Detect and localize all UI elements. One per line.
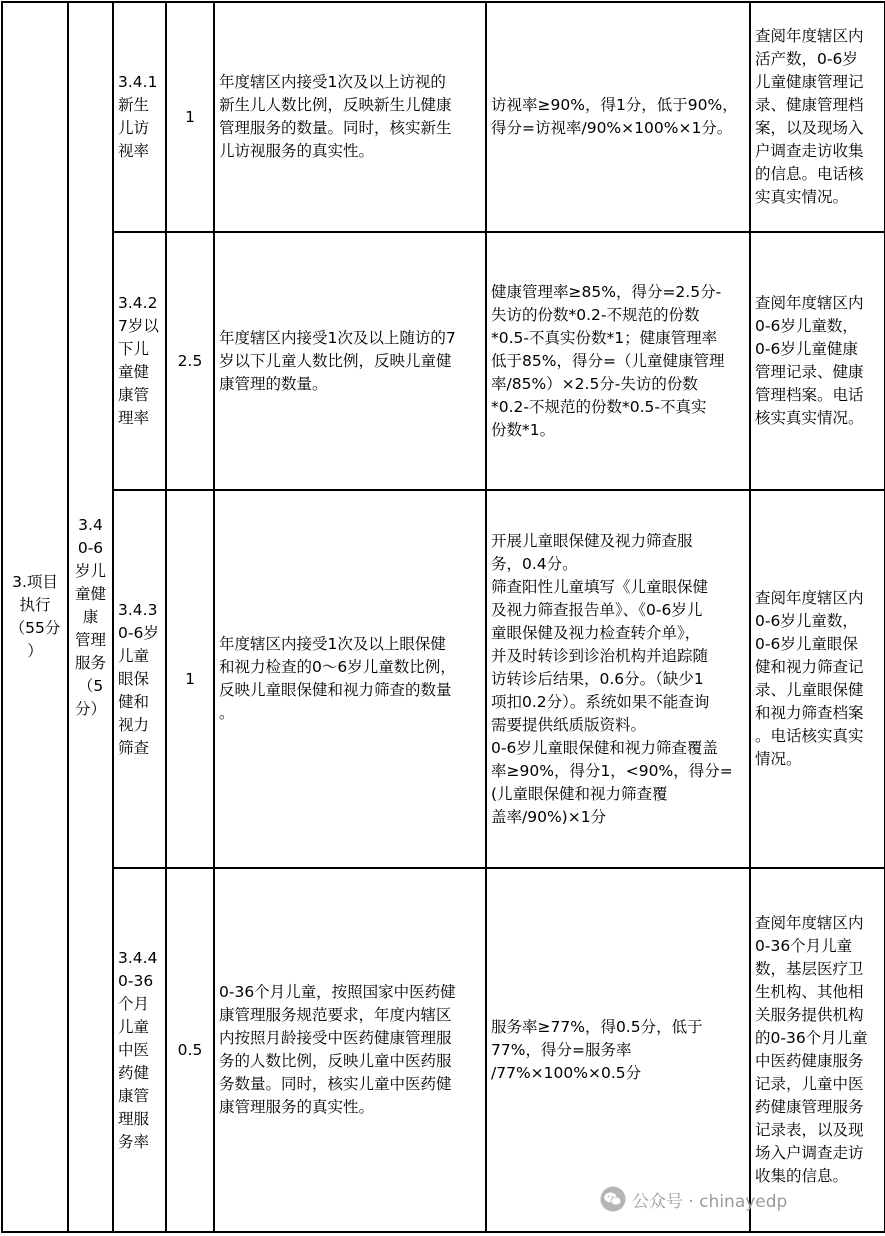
text-line: 率≥90%，得分1，<90%，得分= <box>491 761 733 780</box>
wechat-icon <box>600 1186 626 1212</box>
text-line: 。电话核实真实 <box>755 727 864 745</box>
text-line: 3.4.3 <box>118 600 158 619</box>
method-cell <box>750 868 885 1232</box>
text-line: 反映儿童眼保健和视力筛查的数量 <box>219 681 452 699</box>
text-line: 3.4.4 <box>118 948 158 967</box>
text-line: 和视力检查的0～6岁儿童数比例， <box>219 658 456 676</box>
text-line: 康管理服务规范要求，年度内辖区 <box>219 1006 452 1024</box>
text-line: 新生 <box>118 96 150 114</box>
text-line: 户调查走访收集 <box>755 142 864 160</box>
text-line: 理服 <box>118 1109 150 1128</box>
score-cell: 2.5 <box>166 232 214 490</box>
text-line: 的0-36个月儿童 <box>755 1029 868 1047</box>
text-line: 和视力筛查档案 <box>755 704 864 722</box>
text-line: 0-6岁儿童眼保 <box>755 635 858 653</box>
text-line: 录、儿童眼保健 <box>755 681 864 699</box>
text-line: 分） <box>74 699 106 718</box>
description-cell <box>214 232 486 490</box>
criteria-cell <box>486 2 750 232</box>
text-line: 访转诊后结果，0.6分。（缺少1 <box>491 669 704 688</box>
text-line: 务的人数比例，反映儿童中医药服 <box>219 1052 452 1070</box>
text-line: 查阅年度辖区内 <box>755 914 864 932</box>
text-line: 率/85%）×2.5分-失访的份数 <box>491 374 698 393</box>
text-line: 0-6岁儿童数， <box>755 317 858 335</box>
text-line: 童健 <box>118 363 150 381</box>
text-line: 筛查 <box>118 738 150 757</box>
text-line: /77%×100%×0.5分 <box>491 1063 642 1082</box>
text-line: 及视力筛查报告单》、《0-6岁儿 <box>491 600 703 619</box>
text-line: 服务 <box>74 653 106 672</box>
text-line: 岁儿 <box>74 561 106 580</box>
text-line: 理率 <box>118 409 150 427</box>
method-cell <box>750 2 885 232</box>
indicator-cell <box>113 868 166 1232</box>
text-line: 盖率/90%)×1分 <box>491 807 607 826</box>
text-line: 0-36个月儿童，按照国家中医药健 <box>219 983 456 1001</box>
text-line: 新生儿人数比例，反映新生儿健康 <box>219 96 452 114</box>
text-line: 眼保 <box>118 669 150 688</box>
text-line: 场入户调查走访 <box>755 1144 864 1162</box>
text-line: （5 <box>77 676 104 695</box>
text-line: 康管理服务的真实性。 <box>219 1098 375 1116</box>
subcategory-cell <box>68 2 113 1232</box>
text-line: 药健 <box>118 1063 150 1082</box>
text-line: 0-6岁儿童健康 <box>755 340 858 358</box>
text-line: 数，基层医疗卫 <box>755 960 864 978</box>
text-line: 录、健康管理档 <box>755 96 864 114</box>
assessment-table <box>1 1 885 1233</box>
text-line: 记录表，以及现 <box>755 1121 864 1139</box>
text-line: 3.4.1 <box>118 73 158 91</box>
text-line: 健康管理率≥85%，得分=2.5分- <box>491 282 722 301</box>
text-line: 生机构、其他相 <box>755 983 864 1001</box>
text-line: 务数量。同时，核实儿童中医药健 <box>219 1075 452 1093</box>
watermark-text: 公众号 · chinayedp <box>632 1191 788 1212</box>
text-line: 并及时转诊到诊治机构并追踪随 <box>491 646 709 665</box>
table-row <box>2 232 885 490</box>
text-line: 关服务提供机构 <box>755 1006 864 1024</box>
text-line: 管理服务的数量。同时，核实新生 <box>219 119 452 137</box>
text-line: 药健康管理服务 <box>755 1098 864 1116</box>
text-line: 77%，得分=服务率 <box>491 1040 632 1059</box>
text-line: 管理档案。电话 <box>755 386 864 404</box>
text-line: 儿访 <box>118 119 150 137</box>
text-line: 康管 <box>118 1086 150 1105</box>
text-line: 查阅年度辖区内 <box>755 294 864 312</box>
text-line: 查阅年度辖区内 <box>755 589 864 607</box>
text-line: 情况。 <box>755 750 802 768</box>
text-line: 年度辖区内接受1次及以上访视的 <box>219 73 446 91</box>
text-line: （55分 <box>9 619 61 637</box>
text-line: 健和 <box>118 692 150 711</box>
text-line: *0.5-不真实份数*1；健康管理率 <box>491 328 718 347</box>
text-line: 实真实情况。 <box>755 188 849 206</box>
text-line: 。 <box>219 704 235 722</box>
text-line: 失访的份数*0.2-不规范的份数 <box>491 305 700 324</box>
text-line: (儿童眼保健和视力筛查覆 <box>491 784 668 803</box>
text-line: 儿访视服务的真实性。 <box>219 142 375 160</box>
text-line: 3.项目 <box>12 573 58 591</box>
indicator-cell <box>113 232 166 490</box>
text-line: 的信息。电话核 <box>755 165 864 183</box>
criteria-cell <box>486 490 750 868</box>
text-line: 下儿 <box>118 340 150 358</box>
watermark <box>600 1183 787 1215</box>
text-line: 0-6岁儿童数， <box>755 612 858 630</box>
text-line: 0-6岁 <box>118 623 159 642</box>
score-cell: 0.5 <box>166 868 214 1232</box>
method-cell <box>750 232 885 490</box>
text-line: 执行 <box>19 596 51 614</box>
text-line: 视率 <box>118 142 150 160</box>
text-line: 0-6岁儿童眼保健和视力筛查覆盖 <box>491 738 718 757</box>
text-line: 份数*1。 <box>491 420 556 439</box>
text-line: 健和视力筛查记 <box>755 658 864 676</box>
text-line: 核实真实情况。 <box>755 409 864 427</box>
text-line: 项扣0.2分）。系统如果不能查询 <box>491 692 710 711</box>
description-cell <box>214 2 486 232</box>
text-line: 岁以下儿童人数比例，反映儿童健 <box>219 351 452 370</box>
text-line: ） <box>27 642 43 660</box>
text-line: 3.4 <box>78 515 103 534</box>
text-line: 中医药健康服务 <box>755 1052 864 1070</box>
text-line: 筛查阳性儿童填写《儿童眼保健 <box>491 577 709 596</box>
method-cell <box>750 490 885 868</box>
score-cell: 1 <box>166 2 214 232</box>
text-line: 收集的信息。 <box>755 1167 849 1185</box>
text-line: 视力 <box>118 715 150 734</box>
text-line: 访视率≥90%，得1分，低于90%， <box>491 96 738 114</box>
category-cell <box>2 2 68 1232</box>
text-line: 年度辖区内接受1次及以上眼保健 <box>219 635 446 653</box>
text-line: 0-36 <box>118 971 154 990</box>
text-line: 康管理的数量。 <box>219 374 328 393</box>
text-line: 得分=访视率/90%×100%×1分。 <box>491 119 733 137</box>
text-line: *0.2-不规范的份数*0.5-不真实 <box>491 397 707 416</box>
text-line: 管理 <box>74 630 106 649</box>
table-row <box>2 490 885 868</box>
description-cell <box>214 490 486 868</box>
text-line: 儿童 <box>118 646 150 665</box>
text-line: 个月 <box>118 994 150 1013</box>
text-line: 0-6 <box>77 538 104 557</box>
table-row <box>2 868 885 1232</box>
text-line: 3.4.2 <box>118 294 158 312</box>
text-line: 0-36个月儿童 <box>755 937 853 955</box>
text-line: 活产数，0-6岁 <box>755 50 858 68</box>
table-row <box>2 2 885 232</box>
text-line: 开展儿童眼保健及视力筛查服 <box>491 531 693 550</box>
indicator-cell <box>113 2 166 232</box>
text-line: 中医 <box>118 1040 150 1059</box>
text-line: 管理记录、健康 <box>755 363 864 381</box>
text-line: 查阅年度辖区内 <box>755 27 864 45</box>
text-line: 年度辖区内接受1次及以上随访的7 <box>219 328 456 347</box>
text-line: 记录，儿童中医 <box>755 1075 864 1093</box>
text-line: 7岁以 <box>118 317 159 335</box>
text-line: 服务率≥77%，得0.5分，低于 <box>491 1017 703 1036</box>
text-line: 内按照月龄接受中医药健康管理服 <box>219 1029 452 1047</box>
text-line: 低于85%，得分=（儿童健康管理 <box>491 351 725 370</box>
text-line: 康 <box>82 607 99 626</box>
indicator-cell <box>113 490 166 868</box>
criteria-cell <box>486 868 750 1232</box>
text-line: 儿童健康管理记 <box>755 73 864 91</box>
text-line: 童眼保健及视力检查转介单》， <box>491 623 701 642</box>
text-line: 康管 <box>118 386 150 404</box>
text-line: 童健 <box>74 584 106 603</box>
text-line: 案，以及现场入 <box>755 119 864 137</box>
criteria-cell <box>486 232 750 490</box>
score-cell: 1 <box>166 490 214 868</box>
text-line: 务率 <box>118 1132 150 1151</box>
text-line: 需要提供纸质版资料。 <box>491 715 647 734</box>
description-cell <box>214 868 486 1232</box>
text-line: 儿童 <box>118 1017 150 1036</box>
text-line: 务，0.4分。 <box>491 554 578 573</box>
